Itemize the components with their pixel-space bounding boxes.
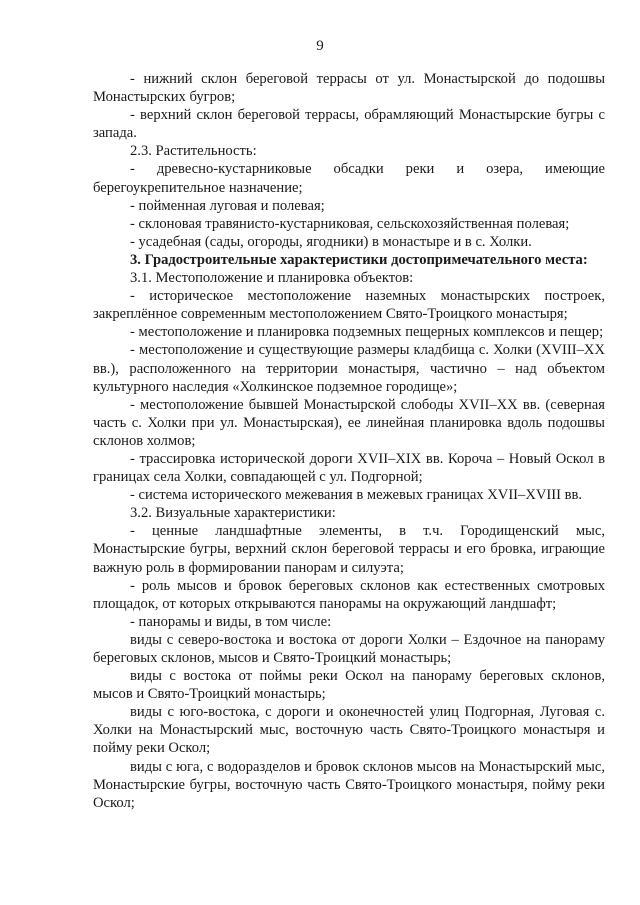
paragraph: - древесно-кустарниковые обсадки реки и озера, имеющие берегоукрепительное назначение; [93, 161, 605, 196]
paragraph: 3.2. Визуальные характеристики: [130, 505, 336, 522]
paragraph: - панорамы и виды, в том числе: [130, 613, 332, 630]
paragraph: - усадебная (сады, огороды, ягодники) в монастыре и в с. Холки. [130, 233, 532, 250]
paragraph: - верхний склон береговой террасы, обрамляющий Монастырские бугры с запада. [93, 107, 605, 142]
paragraph: - система исторического межевания в межевых границах XVII–XVIII вв. [130, 487, 583, 504]
paragraph: - историческое местоположение наземных монастырских построек, закреплённое современным местоположением Свято-Троицкого монастыря; [93, 288, 605, 323]
paragraph: виды с юго-востока, с дороги и оконечностей улиц Подгорная, Луговая с. Холки на Монастырский мыс, восточную часть Свято-Троицкого монастыря и пойму реки Оскол; [93, 704, 605, 757]
page-number: 9 [316, 38, 324, 54]
paragraph: виды с северо-востока и востока от дороги Холки – Ездочное на панораму береговых склонов, мысов и Свято-Троицкий монастырь; [93, 631, 605, 666]
paragraph: - роль мысов и бровок береговых склонов как естественных смотровых площадок, от которых открываются панорамы на окружающий ландшафт; [93, 577, 605, 612]
paragraph: - пойменная луговая и полевая; [130, 197, 325, 214]
section-heading: 3. Градостроительные характеристики достопримечательного места: [130, 251, 588, 268]
paragraph: - склоновая травянисто-кустарниковая, сельскохозяйственная полевая; [130, 215, 570, 232]
document-body [93, 70, 605, 812]
paragraph: - нижний склон береговой террасы от ул. Монастырской до подошвы Монастырских бугров; [93, 71, 605, 106]
paragraph: - местоположение бывшей Монастырской слободы XVII–XX вв. (северная часть с. Холки при ул. Монастырская), ее линейная планировка вдоль подошвы склонов холмов; [93, 396, 605, 449]
paragraph: 3.1. Местоположение и планировка объектов: [130, 270, 414, 287]
paragraph: виды с востока от поймы реки Оскол на панораму береговых склонов, мысов и Свято-Троицкий монастырь; [93, 668, 605, 703]
paragraph: - трассировка исторической дороги XVII–XIX вв. Короча – Новый Оскол в границах села Холки, совпадающей с ул. Подгорной; [93, 450, 605, 486]
paragraph: - ценные ландшафтные элементы, в т.ч. Городищенский мыс, Монастырские бугры, верхний склон береговой террасы и его бровка, играющие важную роль в формировании панорам и силуэта; [93, 523, 605, 576]
paragraph: 2.3. Растительность: [130, 143, 257, 160]
paragraph: виды с юга, с водоразделов и бровок склонов мысов на Монастырский мыс, Монастырские бугры, восточную часть Свято-Троицкого монастыря, пойму реки Оскол; [93, 758, 605, 811]
paragraph: - местоположение и существующие размеры кладбища с. Холки (XVIII–XX вв.), расположенного на территории монастыря, частично – над объектом культурного наследия «Холкинское подземное городище»; [93, 342, 605, 395]
paragraph: - местоположение и планировка подземных пещерных комплексов и пещер; [130, 324, 604, 341]
